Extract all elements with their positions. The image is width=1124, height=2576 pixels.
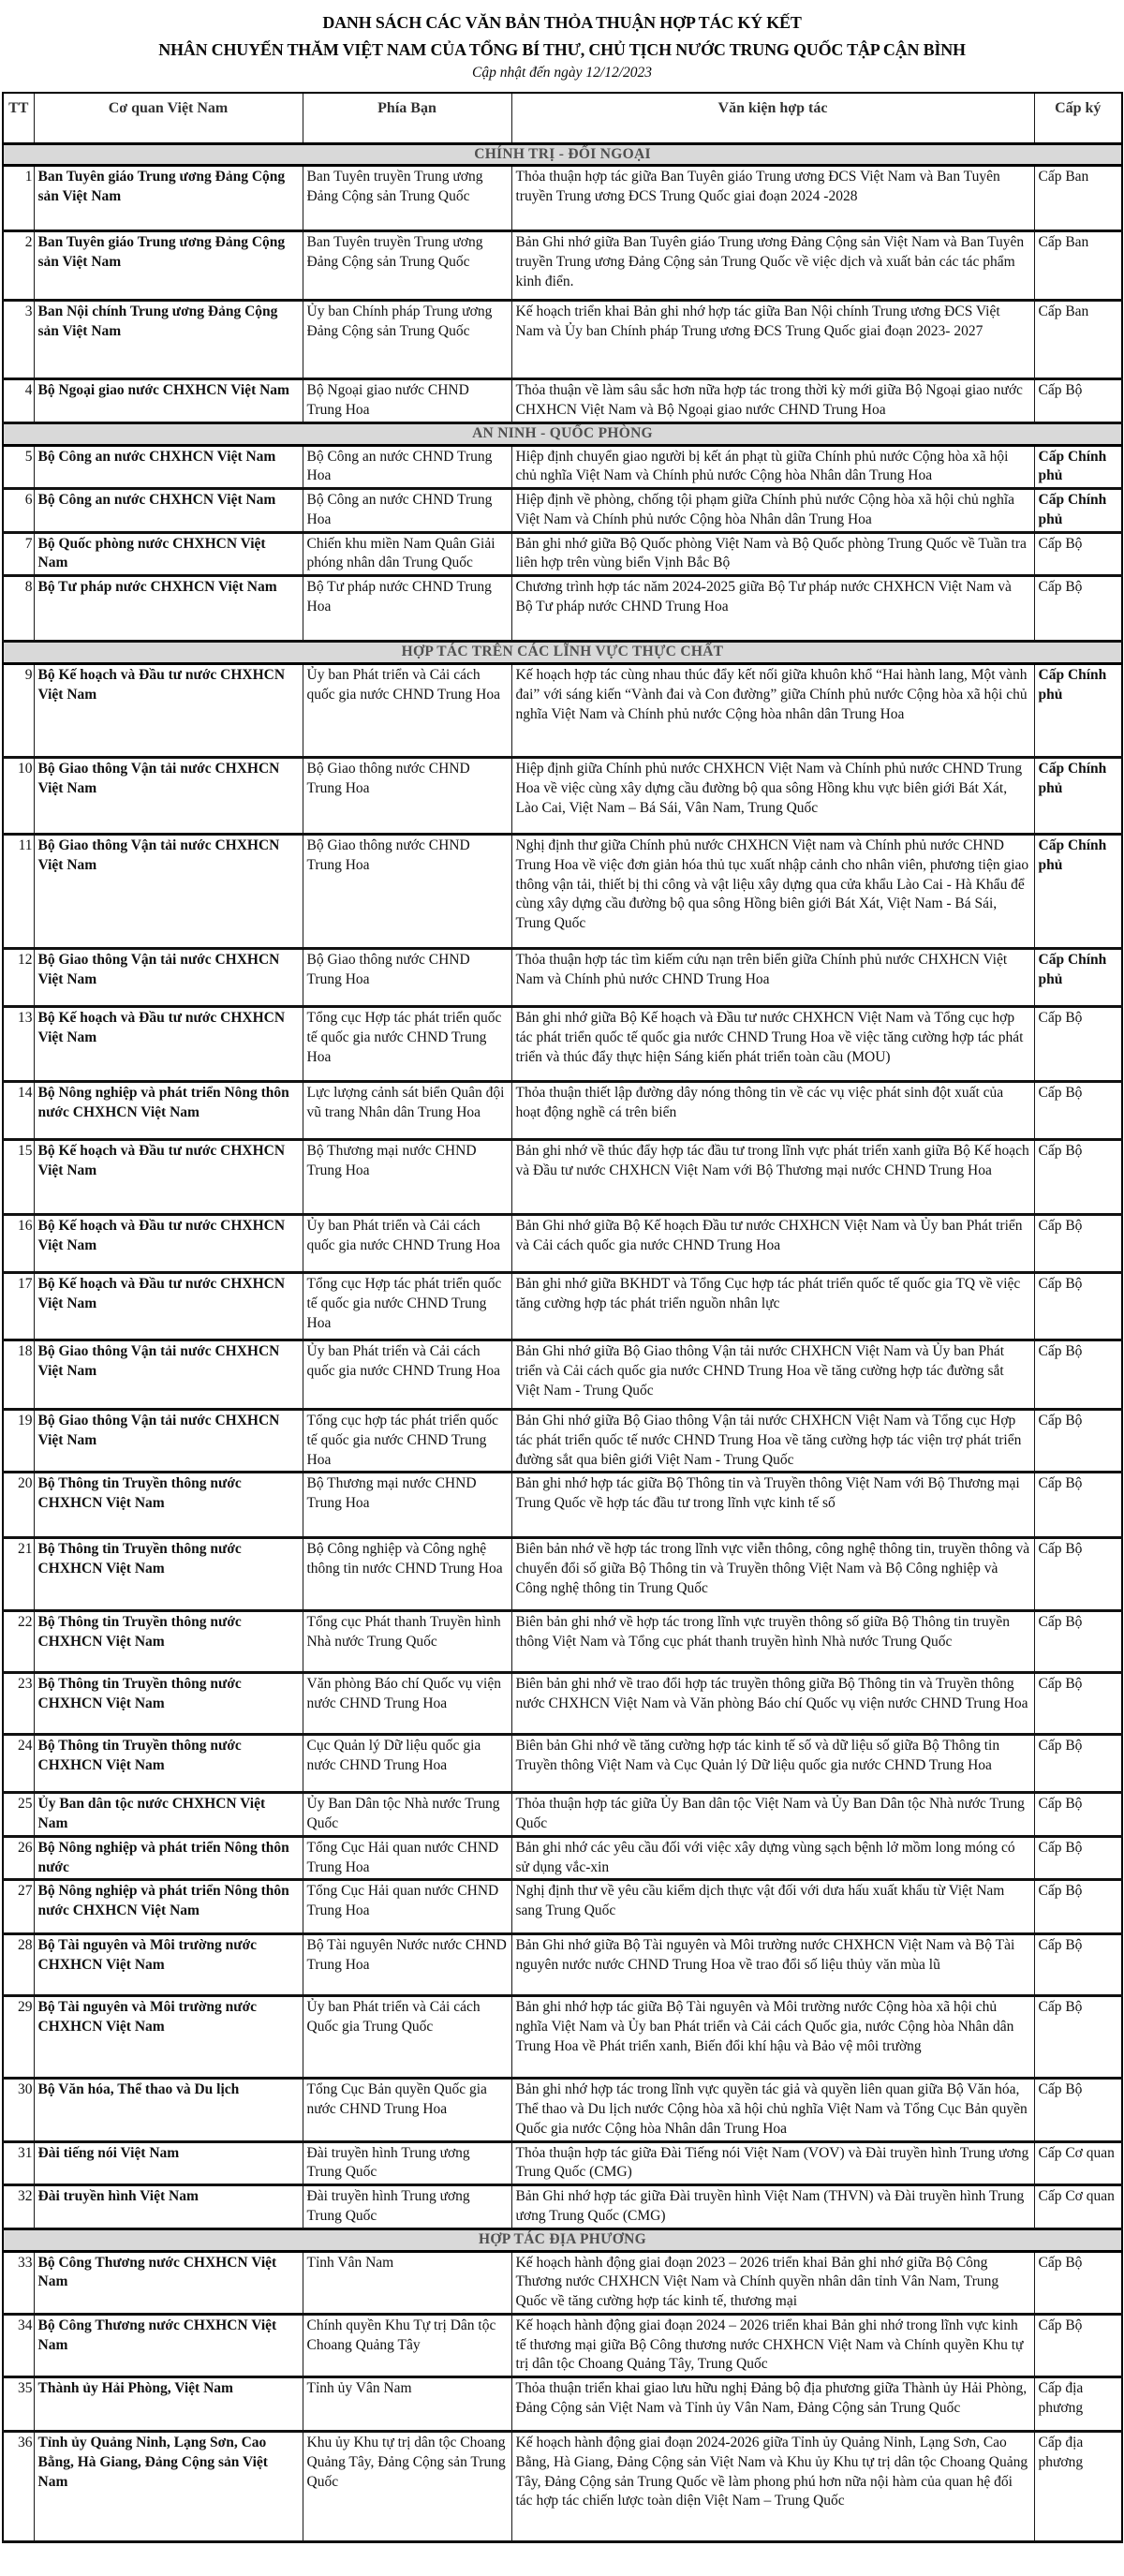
table-row [3,576,1122,642]
signing-level-cell: Cấp Bộ [1034,1007,1122,1082]
vn-agency-cell: Ban Tuyên giáo Trung ương Đảng Cộng sản Việt Nam [34,231,303,301]
vn-agency-cell: Ban Nội chính Trung ương Đảng Cộng sản Việt Nam [34,301,303,379]
table-row [3,1836,1122,1880]
vn-agency-cell: Đài tiếng nói Việt Nam [34,2141,303,2185]
signing-level-cell: Cấp Bộ [1034,576,1122,642]
document-cell: Hiệp định chuyển giao người bị kết án phạt tù giữa Chính phủ nước Cộng hòa xã hội chủ nghĩa Việt Nam và Chính phủ nước Cộng hòa Nhân dân Trung Hoa [511,445,1034,489]
document-title-line2: NHÂN CHUYẾN THĂM VIỆT NAM CỦA TỔNG BÍ THƯ, CHỦ TỊCH NƯỚC TRUNG QUỐC TẬP CẬN BÌNH [158,39,966,59]
signing-level-cell: Cấp Bộ [1034,1836,1122,1880]
table-row [3,835,1122,949]
document-cell: Thỏa thuận hợp tác giữa Ban Tuyên giáo Trung ương ĐCS Việt Nam và Ban Tuyên truyền Trung ương ĐCS Trung Quốc giai đoạn 2024 -2028 [511,166,1034,231]
document-cell: Nghị định thư giữa Chính phủ nước CHXHCN Việt nam và Chính phủ nước CHND Trung Hoa về việc đơn giản hóa thủ tục xuất nhập cảnh cho nhân viên, phương tiện giao thông vận tải, thiết bị thi công và vật liệu xây dựng qua cửa khẩu Lào Cai - Hà Khẩu để cùng xây dựng cầu đường bộ qua sông Hồng biên giới Bát Xát, Việt Nam - Bá Sái, Trung Quốc [511,835,1034,949]
row-number: 14 [3,1082,34,1140]
document-cell: Bản ghi nhớ hợp tác trong lĩnh vực quyền tác giả và quyền liên quan giữa Bộ Văn hóa, Thể thao và Du lịch nước Cộng hòa xã hội chủ nghĩa Việt Nam và Tổng Cục Bản quyền Quốc gia nước Cộng hòa Nhân dân Trung Hoa [511,2079,1034,2141]
table-row [3,301,1122,379]
cn-agency-cell: Bộ Giao thông nước CHND Trung Hoa [303,835,511,949]
document-cell: Bản Ghi nhớ hợp tác giữa Đài truyền hình Việt Nam (THVN) và Đài truyền hình Trung ương Trung Quốc (CMG) [511,2185,1034,2229]
row-number: 27 [3,1880,34,1934]
table-row [3,758,1122,835]
row-number: 32 [3,2185,34,2229]
cn-agency-cell: Tổng Cục Hải quan nước CHND Trung Hoa [303,1880,511,1934]
document-cell: Biên bản ghi nhớ về trao đổi hợp tác truyền thông giữa Bộ Thông tin và Truyền thông nước CHXHCN Việt Nam và Văn phòng Báo chí Quốc vụ viện nước CHND Trung Hoa [511,1673,1034,1735]
vn-agency-cell: Bộ Kế hoạch và Đầu tư nước CHXHCN Việt Nam [34,1140,303,1215]
document-cell: Chương trình hợp tác năm 2024-2025 giữa Bộ Tư pháp nước CHXHCN Việt Nam và Bộ Tư pháp nước CHND Trung Hoa [511,576,1034,642]
signing-level-cell: Cấp Ban [1034,231,1122,301]
signing-level-cell: Cấp Chính phủ [1034,835,1122,949]
document-header [0,9,1124,81]
signing-level-cell: Cấp Bộ [1034,1880,1122,1934]
table-row [3,2185,1122,2229]
vn-agency-cell: Bộ Thông tin Truyền thông nước CHXHCN Việt Nam [34,1673,303,1735]
signing-level-cell: Cấp Ban [1034,166,1122,231]
table-header-row [3,93,1122,144]
table-row [3,1538,1122,1611]
table-row [3,489,1122,533]
vn-agency-cell: Bộ Quốc phòng nước CHXHCN Việt Nam [34,532,303,576]
cn-agency-cell: Đài truyền hình Trung ương Trung Quốc [303,2141,511,2185]
signing-level-cell: Cấp Bộ [1034,379,1122,423]
row-number: 22 [3,1611,34,1673]
cn-agency-cell: Bộ Thương mại nước CHND Trung Hoa [303,1473,511,1538]
document-cell: Biên bản ghi nhớ về hợp tác trong lĩnh vực truyền thông số giữa Bộ Thông tin truyền thông Việt Nam và Tổng cục phát thanh truyền hình Nhà nước Trung Quốc [511,1611,1034,1673]
table-row [3,1007,1122,1082]
table-row [3,1793,1122,1837]
vn-agency-cell: Bộ Công an nước CHXHCN Việt Nam [34,445,303,489]
vn-agency-cell: Bộ Thông tin Truyền thông nước CHXHCN Việt Nam [34,1611,303,1673]
cn-agency-cell: Bộ Ngoại giao nước CHND Trung Hoa [303,379,511,423]
signing-level-cell: Cấp Bộ [1034,2251,1122,2314]
document-cell: Kế hoạch hành động giai đoạn 2024-2026 giữa Tỉnh ủy Quảng Ninh, Lạng Sơn, Cao Bằng, Hà Giang, Đảng Cộng sản Việt Nam và Khu ủy Khu tự trị dân tộc Choang Quảng Tây, Đảng Cộng sản Trung Quốc về làm phong phú hơn nữa nội hàm của quan hệ đối tác hợp tác chiến lược toàn diện Việt Nam – Trung Quốc [511,2432,1034,2542]
table-row [3,1473,1122,1538]
document-cell: Bản ghi nhớ giữa Bộ Kế hoạch và Đầu tư nước CHXHCN Việt Nam và Tổng cục hợp tác phát triển quốc tế quốc gia nước CHND Trung Hoa về việc tăng cường hợp tác phát triển và thúc đẩy thực hiện Sáng kiến phát triển toàn cầu (MOU) [511,1007,1034,1082]
table-row [3,166,1122,231]
vn-agency-cell: Bộ Tài nguyên và Môi trường nước CHXHCN Việt Nam [34,1996,303,2079]
table-row [3,2432,1122,2542]
document-cell: Thỏa thuận về làm sâu sắc hơn nữa hợp tác trong thời kỳ mới giữa Bộ Ngoại giao nước CHXHCN Việt Nam và Bộ Ngoại giao nước CHND Trung Hoa [511,379,1034,423]
signing-level-cell: Cấp Bộ [1034,1410,1122,1473]
header-signing-level: Cấp ký [1034,93,1122,144]
document-cell: Hiệp định giữa Chính phủ nước CHXHCN Việt Nam và Chính phủ nước CHND Trung Hoa về việc cùng xây dựng cầu đường bộ qua sông Hồng khu vực biên giới Bát Xát, Lào Cai, Việt Nam – Bá Sái, Vân Nam, Trung Quốc [511,758,1034,835]
document-cell: Thỏa thuận hợp tác tìm kiếm cứu nạn trên biển giữa Chính phủ nước CHXHCN Việt Nam và Chính phủ nước CHND Trung Hoa [511,949,1034,1007]
cn-agency-cell: Bộ Công an nước CHND Trung Hoa [303,445,511,489]
signing-level-cell: Cấp Chính phủ [1034,758,1122,835]
cn-agency-cell: Bộ Công an nước CHND Trung Hoa [303,489,511,533]
row-number: 33 [3,2251,34,2314]
cn-agency-cell: Đài truyền hình Trung ương Trung Quốc [303,2185,511,2229]
document-cell: Thỏa thuận hợp tác giữa Ủy Ban dân tộc Việt Nam và Ủy Ban Dân tộc Nhà nước Trung Quốc [511,1793,1034,1837]
row-number: 23 [3,1673,34,1735]
document-cell: Thỏa thuận hợp tác giữa Đài Tiếng nói Việt Nam (VOV) và Đài truyền hình Trung ương Trung Quốc (CMG) [511,2141,1034,2185]
row-number: 31 [3,2141,34,2185]
document-cell: Bản Ghi nhớ giữa Bộ Kế hoạch Đầu tư nước CHXHCN Việt Nam và Ủy ban Phát triển và Cải cách quốc gia nước CHND Trung Hoa [511,1215,1034,1273]
vn-agency-cell: Thành ủy Hải Phòng, Việt Nam [34,2377,303,2432]
table-row [3,1735,1122,1793]
header-vn-agency: Cơ quan Việt Nam [34,93,303,144]
cn-agency-cell: Ủy ban Phát triển và Cải cách quốc gia nước CHND Trung Hoa [303,1215,511,1273]
signing-level-cell: Cấp Bộ [1034,1611,1122,1673]
document-cell: Hiệp định về phòng, chống tội phạm giữa Chính phủ nước Cộng hòa xã hội chủ nghĩa Việt Nam và Chính phủ nước Cộng hòa Nhân dân Trung Hoa [511,489,1034,533]
row-number: 24 [3,1735,34,1793]
signing-level-cell: Cấp Bộ [1034,1082,1122,1140]
vn-agency-cell: Bộ Giao thông Vận tải nước CHXHCN Việt Nam [34,835,303,949]
cn-agency-cell: Bộ Tư pháp nước CHND Trung Hoa [303,576,511,642]
cn-agency-cell: Ủy Ban Dân tộc Nhà nước Trung Quốc [303,1793,511,1837]
vn-agency-cell: Bộ Công Thương nước CHXHCN Việt Nam [34,2314,303,2376]
row-number: 25 [3,1793,34,1837]
document-cell: Bản Ghi nhớ giữa Bộ Tài nguyên và Môi trường nước CHXHCN Việt Nam và Bộ Tài nguyên nước nước CHND Trung Hoa về trao đổi số liệu thủy văn mùa lũ [511,1934,1034,1996]
cn-agency-cell: Ủy ban Phát triển và Cải cách Quốc gia Trung Quốc [303,1996,511,2079]
signing-level-cell: Cấp Bộ [1034,1340,1122,1410]
document-cell: Bản ghi nhớ giữa Bộ Quốc phòng Việt Nam và Bộ Quốc phòng Trung Quốc về Tuần tra liên hợp trên vùng biển Vịnh Bắc Bộ [511,532,1034,576]
vn-agency-cell: Bộ Tư pháp nước CHXHCN Việt Nam [34,576,303,642]
header-tt: TT [3,93,34,144]
section-header: HỢP TÁC TRÊN CÁC LĨNH VỰC THỰC CHẤT [3,642,1122,664]
table-row [3,1140,1122,1215]
cn-agency-cell: Tổng Cục Hải quan nước CHND Trung Hoa [303,1836,511,1880]
table-row [3,379,1122,423]
table-row [3,532,1122,576]
vn-agency-cell: Bộ Nông nghiệp và phát triển Nông thôn nước [34,1836,303,1880]
row-number: 8 [3,576,34,642]
row-number: 12 [3,949,34,1007]
document-cell: Bản ghi nhớ hợp tác giữa Bộ Tài nguyên và Môi trường nước Cộng hòa xã hội chủ nghĩa Việt Nam và Ủy ban Phát triển và Cải cách Quốc gia, nước Cộng hòa Nhân dân Trung Hoa về Phát triển xanh, Biến đổi khí hậu và Bảo vệ môi trường [511,1996,1034,2079]
signing-level-cell: Cấp địa phương [1034,2377,1122,2432]
vn-agency-cell: Bộ Tài nguyên và Môi trường nước CHXHCN Việt Nam [34,1934,303,1996]
table-row [3,664,1122,758]
table-row [3,2314,1122,2376]
cn-agency-cell: Ban Tuyên truyền Trung ương Đảng Cộng sản Trung Quốc [303,231,511,301]
row-number: 11 [3,835,34,949]
signing-level-cell: Cấp Bộ [1034,532,1122,576]
vn-agency-cell: Bộ Thông tin Truyền thông nước CHXHCN Việt Nam [34,1538,303,1611]
cn-agency-cell: Chiến khu miền Nam Quân Giải phóng nhân dân Trung Quốc [303,532,511,576]
document-cell: Kế hoạch hành động giai đoạn 2023 – 2026 triển khai Bản ghi nhớ giữa Bộ Công Thương nước CHXHCN Việt Nam và Chính quyền nhân dân tỉnh Vân Nam, Trung Quốc về tăng cường hợp tác kinh tế, thương mại [511,2251,1034,2314]
signing-level-cell: Cấp Bộ [1034,1538,1122,1611]
vn-agency-cell: Bộ Nông nghiệp và phát triển Nông thôn nước CHXHCN Việt Nam [34,1880,303,1934]
table-row [3,949,1122,1007]
row-number: 18 [3,1340,34,1410]
table-body [3,143,1122,2542]
row-number: 4 [3,379,34,423]
vn-agency-cell: Bộ Giao thông Vận tải nước CHXHCN Việt Nam [34,758,303,835]
cn-agency-cell: Ủy ban Chính pháp Trung ương Đảng Cộng sản Trung Quốc [303,301,511,379]
document-cell: Biên bản Ghi nhớ về tăng cường hợp tác kinh tế số và dữ liệu số giữa Bộ Thông tin Truyền thông Việt Nam và Cục Quản lý Dữ liệu quốc gia nước CHND Trung Hoa [511,1735,1034,1793]
document-title-line1: DANH SÁCH CÁC VĂN BẢN THỎA THUẬN HỢP TÁC KÝ KẾT [322,13,802,32]
document-cell: Kế hoạch hợp tác cùng nhau thúc đẩy kết nối giữa khuôn khổ “Hai hành lang, Một vành đai” với sáng kiến “Vành đai và Con đường” giữa Chính phủ nước Cộng hòa xã hội chủ nghĩa Việt Nam và Chính phủ nước Cộng hòa nhân dân Trung Hoa [511,664,1034,758]
signing-level-cell: Cấp Chính phủ [1034,445,1122,489]
row-number: 26 [3,1836,34,1880]
vn-agency-cell: Bộ Công an nước CHXHCN Việt Nam [34,489,303,533]
signing-level-cell: Cấp Chính phủ [1034,664,1122,758]
table-row [3,445,1122,489]
cn-agency-cell: Bộ Tài nguyên Nước nước CHND Trung Hoa [303,1934,511,1996]
section-row [3,422,1122,445]
cn-agency-cell: Tỉnh Vân Nam [303,2251,511,2314]
row-number: 20 [3,1473,34,1538]
document-cell: Thỏa thuận thiết lập đường dây nóng thông tin về các vụ việc phát sinh đột xuất của hoạt động nghề cá trên biển [511,1082,1034,1140]
document-cell: Bản ghi nhớ giữa BKHDT và Tổng Cục hợp tác phát triển quốc tế quốc gia TQ về việc tăng cường hợp tác phát triển nguồn nhân lực [511,1273,1034,1340]
cn-agency-cell: Khu ủy Khu tự trị dân tộc Choang Quảng Tây, Đảng Cộng sản Trung Quốc [303,2432,511,2542]
vn-agency-cell: Bộ Nông nghiệp và phát triển Nông thôn nước CHXHCN Việt Nam [34,1082,303,1140]
cn-agency-cell: Văn phòng Báo chí Quốc vụ viện nước CHND Trung Hoa [303,1673,511,1735]
cn-agency-cell: Bộ Thương mại nước CHND Trung Hoa [303,1140,511,1215]
header-cn-agency: Phía Bạn [303,93,511,144]
row-number: 2 [3,231,34,301]
table-row [3,1996,1122,2079]
agreements-table [2,92,1123,2544]
table-row [3,2377,1122,2432]
vn-agency-cell: Bộ Văn hóa, Thể thao và Du lịch [34,2079,303,2141]
signing-level-cell: Cấp Bộ [1034,1673,1122,1735]
vn-agency-cell: Bộ Kế hoạch và Đầu tư nước CHXHCN Việt Nam [34,1215,303,1273]
signing-level-cell: Cấp Bộ [1034,2079,1122,2141]
table-row [3,1082,1122,1140]
signing-level-cell: Cấp Chính phủ [1034,489,1122,533]
table-row [3,2251,1122,2314]
vn-agency-cell: Bộ Kế hoạch và Đầu tư nước CHXHCN Việt Nam [34,1007,303,1082]
section-header: AN NINH - QUỐC PHÒNG [3,422,1122,445]
cn-agency-cell: Tổng cục hợp tác phát triển quốc tế quốc gia nước CHND Trung Hoa [303,1410,511,1473]
row-number: 15 [3,1140,34,1215]
table-row [3,1934,1122,1996]
vn-agency-cell: Bộ Ngoại giao nước CHXHCN Việt Nam [34,379,303,423]
cn-agency-cell: Ủy ban Phát triển và Cải cách quốc gia nước CHND Trung Hoa [303,664,511,758]
row-number: 16 [3,1215,34,1273]
row-number: 5 [3,445,34,489]
cn-agency-cell: Tỉnh ủy Vân Nam [303,2377,511,2432]
vn-agency-cell: Bộ Giao thông Vận tải nước CHXHCN Việt Nam [34,949,303,1007]
table-row [3,231,1122,301]
cn-agency-cell: Tổng cục Hợp tác phát triển quốc tế quốc gia nước CHND Trung Hoa [303,1273,511,1340]
document-cell: Bản Ghi nhớ giữa Ban Tuyên giáo Trung ương Đảng Cộng sản Việt Nam và Ban Tuyên truyền Trung ương Đảng Cộng sản Trung Quốc về việc dịch và xuất bản các tác phẩm kinh điển. [511,231,1034,301]
vn-agency-cell: Tỉnh ủy Quảng Ninh, Lạng Sơn, Cao Bằng, Hà Giang, Đảng Cộng sản Việt Nam [34,2432,303,2542]
row-number: 10 [3,758,34,835]
update-date-note: Cập nhật đến ngày 12/12/2023 [471,64,653,81]
vn-agency-cell: Ban Tuyên giáo Trung ương Đảng Cộng sản Việt Nam [34,166,303,231]
cn-agency-cell: Bộ Giao thông nước CHND Trung Hoa [303,758,511,835]
row-number: 21 [3,1538,34,1611]
signing-level-cell: Cấp Bộ [1034,1215,1122,1273]
document-cell: Nghị định thư về yêu cầu kiểm dịch thực vật đối với dưa hấu xuất khẩu từ Việt Nam sang Trung Quốc [511,1880,1034,1934]
row-number: 30 [3,2079,34,2141]
document-cell: Kế hoạch hành động giai đoạn 2024 – 2026 triển khai Bản ghi nhớ trong lĩnh vực kinh tế thương mại giữa Bộ Công thương nước CHXHCN Việt Nam và Chính quyền Khu tự trị dân tộc Choang Quảng Tây, Trung Quốc [511,2314,1034,2376]
vn-agency-cell: Bộ Giao thông Vận tải nước CHXHCN Việt Nam [34,1340,303,1410]
vn-agency-cell: Bộ Thông tin Truyền thông nước CHXHCN Việt Nam [34,1473,303,1538]
signing-level-cell: Cấp Bộ [1034,1140,1122,1215]
document-cell: Biên bản nhớ về hợp tác trong lĩnh vực viễn thông, công nghệ thông tin, truyền thông và chuyển đổi số giữa Bộ Thông tin và Truyền thông Việt Nam và Bộ Công nghiệp và Công nghệ thông tin Trung Quốc [511,1538,1034,1611]
vn-agency-cell: Bộ Công Thương nước CHXHCN Việt Nam [34,2251,303,2314]
table-row [3,1673,1122,1735]
table-row [3,2141,1122,2185]
cn-agency-cell: Ủy ban Phát triển và Cải cách quốc gia nước CHND Trung Hoa [303,1340,511,1410]
signing-level-cell: Cấp Bộ [1034,1473,1122,1538]
row-number: 28 [3,1934,34,1996]
signing-level-cell: Cấp Bộ [1034,1793,1122,1837]
signing-level-cell: Cấp Bộ [1034,1735,1122,1793]
signing-level-cell: Cấp Chính phủ [1034,949,1122,1007]
cn-agency-cell: Tổng cục Hợp tác phát triển quốc tế quốc gia nước CHND Trung Hoa [303,1007,511,1082]
row-number: 13 [3,1007,34,1082]
cn-agency-cell: Chính quyền Khu Tự trị Dân tộc Choang Quảng Tây [303,2314,511,2376]
table-row [3,1880,1122,1934]
document-cell: Bản ghi nhớ hợp tác giữa Bộ Thông tin và Truyền thông Việt Nam với Bộ Thương mại Trung Quốc về hợp tác đầu tư trong lĩnh vực kinh tế số [511,1473,1034,1538]
cn-agency-cell: Lực lượng cảnh sát biển Quân đội vũ trang Nhân dân Trung Hoa [303,1082,511,1140]
row-number: 1 [3,166,34,231]
cn-agency-cell: Bộ Công nghiệp và Công nghệ thông tin nước CHND Trung Hoa [303,1538,511,1611]
vn-agency-cell: Bộ Thông tin Truyền thông nước CHXHCN Việt Nam [34,1735,303,1793]
section-header: HỢP TÁC ĐỊA PHƯƠNG [3,2228,1122,2251]
section-row [3,642,1122,664]
signing-level-cell: Cấp địa phương [1034,2432,1122,2542]
signing-level-cell: Cấp Cơ quan [1034,2141,1122,2185]
document-cell: Bản Ghi nhớ giữa Bộ Giao thông Vận tải nước CHXHCN Việt Nam và Tổng cục Hợp tác phát triển quốc tế nước CHND Trung Hoa về tăng cường hợp tác viện trợ phát triển đường sắt qua biên giới Việt Nam - Trung Quốc [511,1410,1034,1473]
signing-level-cell: Cấp Bộ [1034,1996,1122,2079]
table-row [3,1611,1122,1673]
table-row [3,1273,1122,1340]
vn-agency-cell: Bộ Giao thông Vận tải nước CHXHCN Việt Nam [34,1410,303,1473]
row-number: 6 [3,489,34,533]
row-number: 17 [3,1273,34,1340]
document-cell: Bản ghi nhớ các yêu cầu đối với việc xây dựng vùng sạch bệnh lở mồm long móng có sử dụng vắc-xin [511,1836,1034,1880]
section-row [3,143,1122,166]
row-number: 3 [3,301,34,379]
row-number: 29 [3,1996,34,2079]
row-number: 35 [3,2377,34,2432]
table-row [3,1215,1122,1273]
signing-level-cell: Cấp Bộ [1034,1273,1122,1340]
signing-level-cell: Cấp Bộ [1034,1934,1122,1996]
section-header: CHÍNH TRỊ - ĐỐI NGOẠI [3,143,1122,166]
vn-agency-cell: Bộ Kế hoạch và Đầu tư nước CHXHCN Việt Nam [34,664,303,758]
cn-agency-cell: Cục Quản lý Dữ liệu quốc gia nước CHND Trung Hoa [303,1735,511,1793]
vn-agency-cell: Ủy Ban dân tộc nước CHXHCN Việt Nam [34,1793,303,1837]
document-cell: Bản Ghi nhớ giữa Bộ Giao thông Vận tải nước CHXHCN Việt Nam và Ủy ban Phát triển và Cải cách quốc gia nước CHND Trung Hoa về tăng cường hợp tác đường sắt Việt Nam - Trung Quốc [511,1340,1034,1410]
header-document: Văn kiện hợp tác [511,93,1034,144]
section-row [3,2228,1122,2251]
row-number: 34 [3,2314,34,2376]
table-row [3,1410,1122,1473]
row-number: 36 [3,2432,34,2542]
cn-agency-cell: Tổng cục Phát thanh Truyền hình Nhà nước Trung Quốc [303,1611,511,1673]
row-number: 19 [3,1410,34,1473]
signing-level-cell: Cấp Ban [1034,301,1122,379]
vn-agency-cell: Đài truyền hình Việt Nam [34,2185,303,2229]
document-cell: Kế hoạch triển khai Bản ghi nhớ hợp tác giữa Ban Nội chính Trung ương ĐCS Việt Nam và Ủy ban Chính pháp Trung ương ĐCS Trung Quốc giai đoạn 2023- 2027 [511,301,1034,379]
cn-agency-cell: Ban Tuyên truyền Trung ương Đảng Cộng sản Trung Quốc [303,166,511,231]
signing-level-cell: Cấp Bộ [1034,2314,1122,2376]
row-number: 9 [3,664,34,758]
row-number: 7 [3,532,34,576]
signing-level-cell: Cấp Cơ quan [1034,2185,1122,2229]
table-row [3,1340,1122,1410]
table-row [3,2079,1122,2141]
cn-agency-cell: Bộ Giao thông nước CHND Trung Hoa [303,949,511,1007]
vn-agency-cell: Bộ Kế hoạch và Đầu tư nước CHXHCN Việt Nam [34,1273,303,1340]
cn-agency-cell: Tổng Cục Bản quyền Quốc gia nước CHND Trung Hoa [303,2079,511,2141]
document-cell: Thỏa thuận triển khai giao lưu hữu nghị Đảng bộ địa phương giữa Thành ủy Hải Phòng, Đảng Cộng sản Việt Nam và Tỉnh ủy Vân Nam, Đảng Cộng sản Trung Quốc [511,2377,1034,2432]
document-cell: Bản ghi nhớ về thúc đẩy hợp tác đầu tư trong lĩnh vực phát triển xanh giữa Bộ Kế hoạch và Đầu tư nước CHXHCN Việt Nam với Bộ Thương mại nước CHND Trung Hoa [511,1140,1034,1215]
